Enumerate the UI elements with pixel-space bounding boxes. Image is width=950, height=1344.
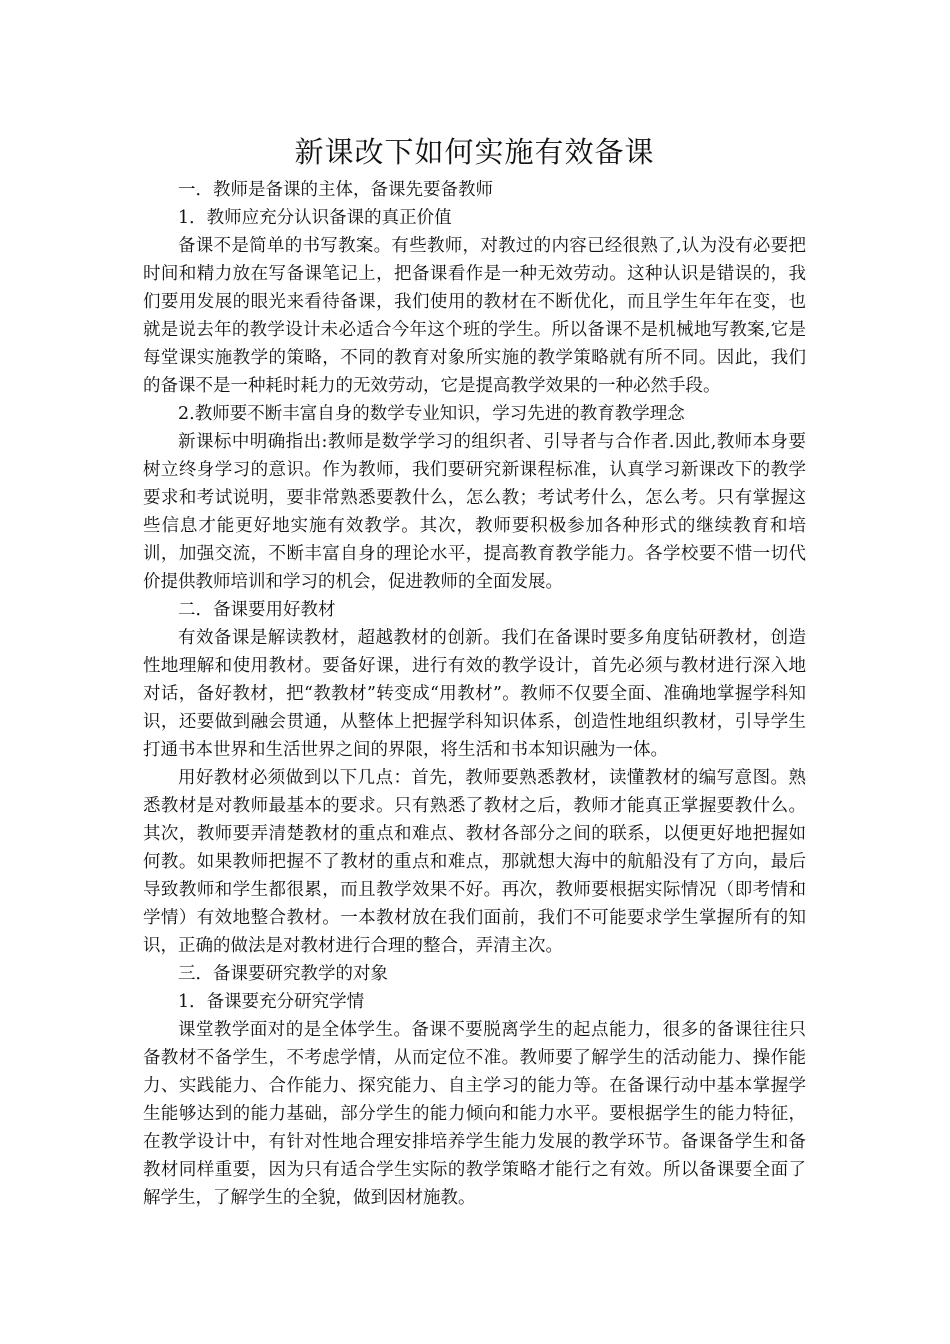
section-heading-2: 二．备课要用好教材 bbox=[178, 600, 336, 620]
subsection-heading-1-2: 2.教师要不断丰富自身的数学专业知识，学习先进的教育教学理念 bbox=[178, 404, 685, 424]
subsection-heading-1-1: 1．教师应充分认识备课的真正价值 bbox=[178, 208, 452, 228]
paragraph: 备课不是简单的书写教案。有些教师，对教过的内容已经很熟了,认为没有必要把时间和精力放在写备课笔记上，把备课看作是一种无效劳动。这种认识是错误的，我们要用发展的眼光来看待备课，我们使用的教材在不断优化，而且学生年年在变，也就是说去年的教学设计未必适合今年这个班的学生。所以备课不是机械地写教案,它是每堂课实施教学的策略，不同的教育对象所实施的教学策略就有所不同。因此，我们的备课不是一种耗时耗力的无效劳动，它是提高教学效果的一种必然手段。 bbox=[143, 236, 806, 396]
section-heading-3: 三．备课要研究教学的对象 bbox=[178, 964, 388, 984]
paragraph: 课堂教学面对的是全体学生。备课不要脱离学生的起点能力，很多的备课往往只备教材不备学生，不考虑学情，从而定位不准。教师要了解学生的活动能力、操作能力、实践能力、合作能力、探究能力、自主学习的能力等。在备课行动中基本掌握学生能够达到的能力基础，部分学生的能力倾向和能力水平。要根据学生的能力特征，在教学设计中，有针对性地合理安排培养学生能力发展的教学环节。备课备学生和备教材同样重要，因为只有适合学生实际的教学策略才能行之有效。所以备课要全面了解学生，了解学生的全貌，做到因材施教。 bbox=[143, 1020, 806, 1208]
section-heading-1: 一．教师是备课的主体，备课先要备教师 bbox=[178, 180, 493, 200]
paragraph: 有效备课是解读教材，超越教材的创新。我们在备课时要多角度钻研教材，创造性地理解和使用教材。要备好课，进行有效的教学设计，首先必须与教材进行深入地对话，备好教材，把“教教材”转变成“用教材”。教师不仅要全面、准确地掌握学科知识，还要做到融会贯通，从整体上把握学科知识体系，创造性地组织教材，引导学生打通书本世界和生活世界之间的界限，将生活和书本知识融为一体。 bbox=[143, 628, 806, 760]
subsection-heading-3-1: 1．备课要充分研究学情 bbox=[178, 992, 365, 1012]
paragraph: 新课标中明确指出:教师是数学学习的组织者、引导者与合作者.因此,教师本身要树立终身学习的意识。作为教师，我们要研究新课程标准，认真学习新课改下的教学要求和考试说明，要非常熟悉要教什么，怎么教；考试考什么，怎么考。只有掌握这些信息才能更好地实施有效教学。其次，教师要积极参加各种形式的继续教育和培训，加强交流，不断丰富自身的理论水平，提高教育教学能力。各学校要不惜一切代价提供教师培训和学习的机会，促进教师的全面发展。 bbox=[143, 432, 806, 592]
document-body bbox=[143, 132, 806, 1212]
document-title: 新课改下如何实施有效备课 bbox=[294, 135, 655, 169]
paragraph: 用好教材必须做到以下几点：首先，教师要熟悉教材，读懂教材的编写意图。熟悉教材是对教师最基本的要求。只有熟悉了教材之后，教师才能真正掌握要教什么。其次，教师要弄清楚教材的重点和难点、教材各部分之间的联系，以便更好地把握如何教。如果教师把握不了教材的重点和难点，那就想大海中的航船没有了方向，最后导致教师和学生都很累，而且教学效果不好。再次，教师要根据实际情况（即考情和学情）有效地整合教材。一本教材放在我们面前，我们不可能要求学生掌握所有的知识，正确的做法是对教材进行合理的整合，弄清主次。 bbox=[143, 768, 806, 956]
